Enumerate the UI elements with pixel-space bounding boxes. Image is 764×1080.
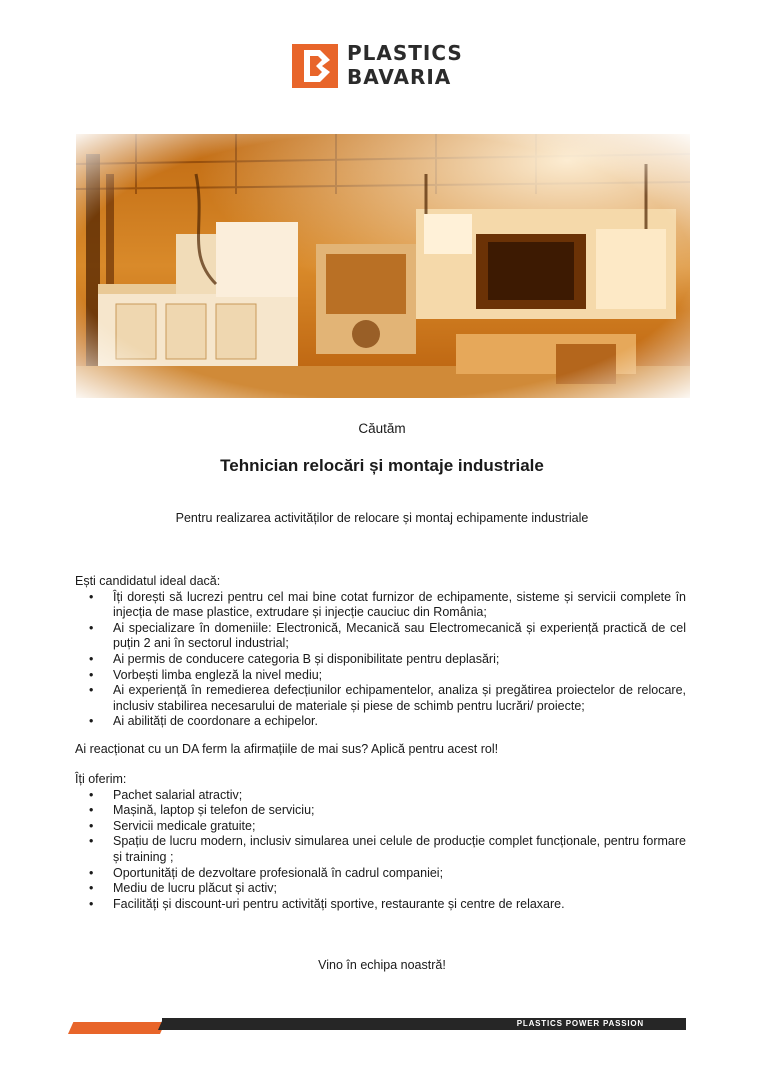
offer-item: • Facilități și discount-uri pentru activități sportive, restaurante și centre de relaxare. [75, 897, 686, 913]
requirements-section [75, 574, 686, 730]
requirement-item: • Vorbești limba engleză la nivel mediu; [75, 668, 686, 684]
offer-item: • Oportunități de dezvoltare profesională în cadrul companiei; [75, 866, 686, 882]
offer-list [75, 788, 686, 913]
requirements-lead: Ești candidatul ideal dacă: [75, 574, 221, 588]
footer-tagline: PLASTICS POWER PASSION [516, 1019, 644, 1028]
offer-item: • Mașină, laptop și telefon de serviciu; [75, 803, 686, 819]
eyebrow-text: Căutăm [358, 421, 406, 436]
footer-accent-stripe [68, 1022, 165, 1034]
requirement-item: • Ai specializare în domeniile: Electronică, Mecanică sau Electromecanică și experiență practică de cel puțin 2 ani în sectorul industrial; [75, 621, 686, 652]
footer-bar [0, 1014, 764, 1040]
offer-lead: Îți oferim: [75, 772, 127, 786]
job-subtitle: Pentru realizarea activităților de relocare și montaj echipamente industriale [175, 511, 589, 525]
requirement-item: • Îți dorești să lucrezi pentru cel mai bine cotat furnizor de echipamente, sisteme și servicii complete în injecția de mase plastice, extrudare și injecție cauciuc din România; [75, 590, 686, 621]
requirement-item: • Ai experiență în remedierea defecțiunilor echipamentelor, analiza și pregătirea proiectelor de relocare, inclusiv stabilirea necesarului de materiale și piese de schimb pentru lucrări/ proiecte; [75, 683, 686, 714]
industrial-machinery-photo [76, 134, 690, 398]
logo-line-2: BAVARIA [347, 65, 452, 89]
call-to-action: Ai reacționat cu un DA ferm la afirmațiile de mai sus? Aplică pentru acest rol! [75, 742, 499, 756]
offer-item: • Spațiu de lucru modern, inclusiv simularea unei celule de producție complet funcționale, pentru formare și training ; [75, 834, 686, 865]
logo-line-1: PLASTICS [347, 41, 463, 65]
requirement-item: • Ai abilități de coordonare a echipelor. [75, 714, 686, 730]
company-logo [292, 42, 472, 90]
offer-section [75, 772, 686, 912]
plastics-bavaria-mark-icon [292, 44, 338, 88]
requirements-list [75, 590, 686, 730]
requirement-item: • Ai permis de conducere categoria B și disponibilitate pentru deplasări; [75, 652, 686, 668]
job-title: Tehnician relocări și montaje industriale [220, 456, 544, 475]
offer-item: • Pachet salarial atractiv; [75, 788, 686, 804]
offer-item: • Servicii medicale gratuite; [75, 819, 686, 835]
closing-text: Vino în echipa noastră! [318, 958, 446, 972]
offer-item: • Mediu de lucru plăcut și activ; [75, 881, 686, 897]
